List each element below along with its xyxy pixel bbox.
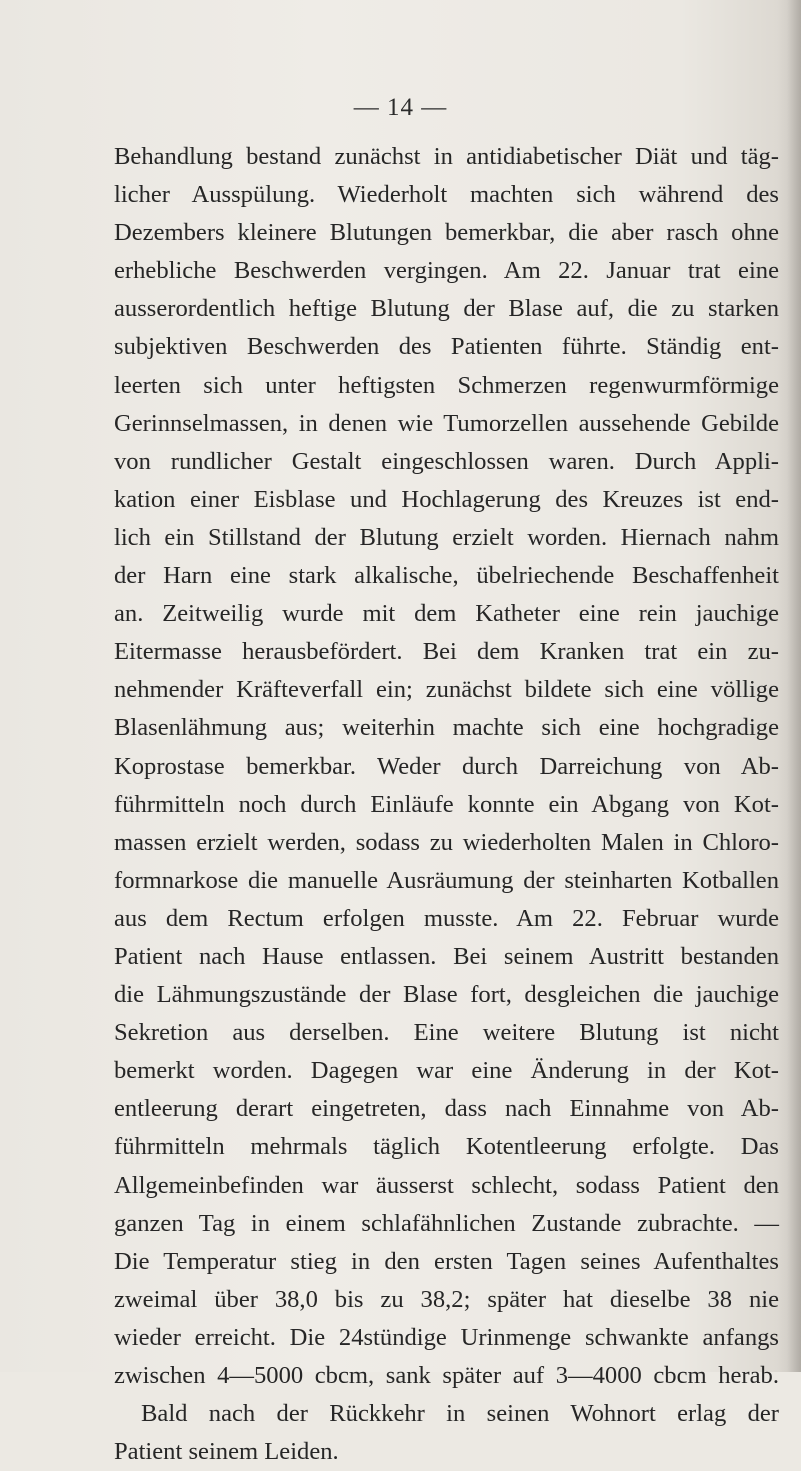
text-line: lich ein Stillstand der Blutung erzielt worden. Hiernach nahm <box>114 523 779 551</box>
text-line: bemerkt worden. Dagegen war eine Änderung in der Kot- <box>114 1057 779 1085</box>
page-number: — 14 — <box>353 94 448 121</box>
text-line: Gerinnselmassen, in denen wie Tumorzellen aussehende Gebilde <box>114 409 779 437</box>
text-line: aus dem Rectum erfolgen musste. Am 22. Februar wurde <box>114 904 779 932</box>
text-line: zweimal über 38,0 bis zu 38,2; später hat dieselbe 38 nie <box>114 1285 779 1313</box>
page-edge-shadow <box>787 0 801 1372</box>
text-line: führmitteln mehrmals täglich Kotentleerung erfolgte. Das <box>114 1133 779 1161</box>
text-line: wieder erreicht. Die 24stündige Urinmenge schwankte anfangs <box>114 1323 779 1351</box>
text-line: Blasenlähmung aus; weiterhin machte sich eine hochgradige <box>114 714 779 742</box>
text-line: an. Zeitweilig wurde mit dem Katheter eine rein jauchige <box>114 600 779 628</box>
text-line: Sekretion aus derselben. Eine weitere Blutung ist nicht <box>114 1019 779 1047</box>
text-line: führmitteln noch durch Einläufe konnte ein Abgang von Kot- <box>114 790 779 818</box>
text-line: Behandlung bestand zunächst in antidiabetischer Diät und täg- <box>114 143 779 170</box>
text-line: ganzen Tag in einem schlafähnlichen Zustande zubrachte. — <box>114 1209 779 1237</box>
text-line: die Lähmungszustände der Blase fort, desgleichen die jauchige <box>114 981 779 1009</box>
text-line: nehmender Kräfteverfall ein; zunächst bildete sich eine völlige <box>114 676 779 704</box>
text-line: Koprostase bemerkbar. Weder durch Darreichung von Ab- <box>114 752 779 780</box>
text-line: massen erzielt werden, sodass zu wiederholten Malen in Chloro- <box>114 828 779 856</box>
text-line: leerten sich unter heftigsten Schmerzen regenwurmförmige <box>114 371 779 399</box>
text-line: ausserordentlich heftige Blutung der Blase auf, die zu starken <box>114 295 779 323</box>
body-text <box>114 138 779 1471</box>
text-line: Die Temperatur stieg in den ersten Tagen seines Aufenthaltes <box>114 1247 779 1275</box>
text-line: von rundlicher Gestalt eingeschlossen waren. Durch Appli- <box>114 447 779 475</box>
text-line: Dezembers kleinere Blutungen bemerkbar, die aber rasch ohne <box>114 219 779 247</box>
text-line: subjektiven Beschwerden des Patienten führte. Ständig ent- <box>114 333 779 361</box>
text-line: Allgemeinbefinden war äusserst schlecht, sodass Patient den <box>114 1171 779 1199</box>
text-line: der Harn eine stark alkalische, übelriechende Beschaffenheit <box>114 562 779 590</box>
text-line: licher Ausspülung. Wiederholt machten sich während des <box>114 181 779 209</box>
text-line: Bald nach der Rückkehr in seinen Wohnort erlag der <box>141 1400 779 1428</box>
text-line: formnarkose die manuelle Ausräumung der steinharten Kotballen <box>114 866 779 894</box>
text-line: Patient nach Hause entlassen. Bei seinem Austritt bestanden <box>114 942 779 970</box>
text-line: Eitermasse herausbefördert. Bei dem Kranken trat ein zu- <box>114 638 779 666</box>
text-line: entleerung derart eingetreten, dass nach Einnahme von Ab- <box>114 1095 779 1123</box>
text-line: Patient seinem Leiden. <box>114 1438 339 1466</box>
text-line: zwischen 4—5000 cbcm, sank später auf 3—4000 cbcm herab. <box>114 1362 779 1389</box>
text-line: kation einer Eisblase und Hochlagerung des Kreuzes ist end- <box>114 485 779 513</box>
text-line: erhebliche Beschwerden vergingen. Am 22. Januar trat eine <box>114 257 779 285</box>
